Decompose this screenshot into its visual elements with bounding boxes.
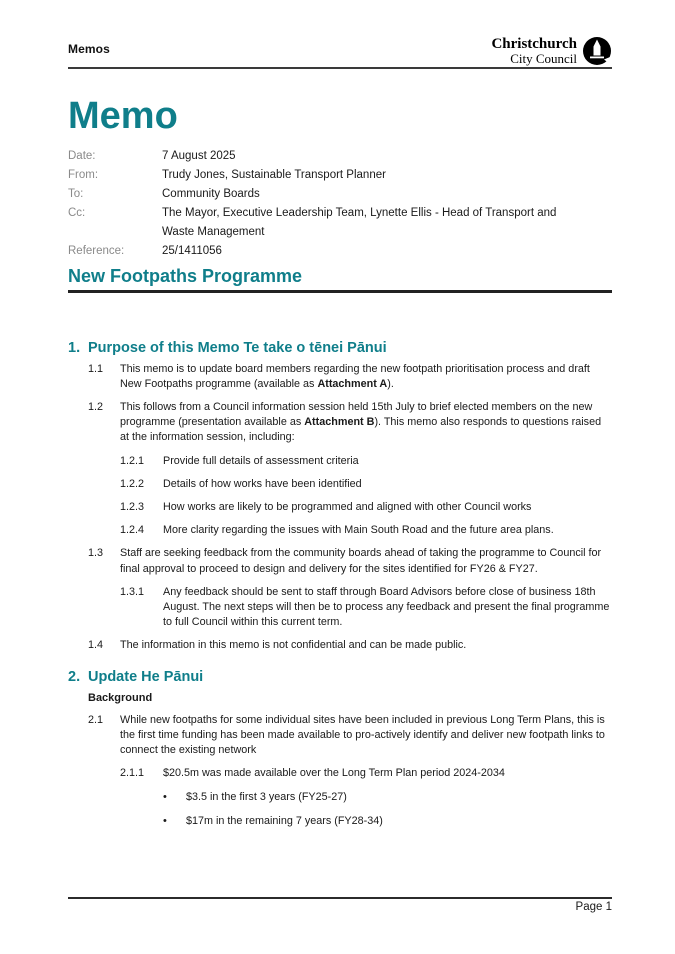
paragraph	[68, 546, 612, 576]
meta-row-to	[68, 185, 612, 204]
bullet-item	[68, 814, 612, 829]
section-heading-text: Purpose of this Memo Te take o tēnei Pānui	[88, 339, 387, 356]
bullet-icon: •	[163, 814, 167, 827]
paragraph	[68, 454, 612, 469]
paragraph-text: While new footpaths for some individual sites have been included in previous Long Term Plans, this is the first time funding has been made available to pro-actively identify and deliver new footpath links to connect the existing network	[120, 713, 605, 757]
logo-wordmark-line1: Christchurch	[491, 35, 577, 52]
paragraph-number: 1.2.1	[120, 454, 145, 467]
meta-value: Community Boards	[162, 188, 260, 200]
header-title: Memos	[68, 42, 110, 56]
paragraph-number: 1.3	[88, 547, 104, 560]
page-header	[68, 36, 612, 66]
meta-label: Reference:	[68, 245, 125, 257]
meta-value: 7 August 2025	[162, 150, 236, 162]
meta-value: 25/1411056	[162, 245, 222, 257]
meta-value: Trudy Jones, Sustainable Transport Planner	[162, 169, 386, 181]
subject-rule	[68, 290, 612, 293]
section-number: 1.	[68, 339, 81, 356]
meta-label: To:	[68, 188, 84, 200]
meta-row-from	[68, 166, 612, 185]
paragraph-number: 1.2.3	[120, 500, 145, 513]
section-subheading: Background	[88, 691, 153, 704]
paragraph	[68, 500, 612, 515]
paragraph-number: 2.1	[88, 713, 104, 726]
section-heading	[68, 339, 612, 358]
paragraph	[68, 362, 612, 392]
section-heading-text: Update He Pānui	[88, 668, 204, 685]
memo-document	[68, 94, 612, 838]
memo-subject: New Footpaths Programme	[68, 266, 303, 286]
paragraph-text: This follows from a Council information session held 15th July to brief elected members on the new programme (presentation available as Attachment B). This memo also responds to questions raised at the information session, including:	[120, 400, 602, 444]
meta-label: Date:	[68, 150, 96, 162]
meta-row-cc	[68, 204, 612, 242]
section-number: 2.	[68, 668, 81, 685]
bullet-text: $17m in the remaining 7 years (FY28-34)	[186, 814, 383, 827]
paragraph-text: Provide full details of assessment criteria	[163, 454, 359, 467]
section-heading	[68, 668, 612, 687]
bullet-item	[68, 790, 612, 805]
paragraph-text: More clarity regarding the issues with Main South Road and the future area plans.	[163, 524, 554, 537]
paragraph	[68, 766, 612, 781]
bullet-text: $3.5 in the first 3 years (FY25-27)	[186, 790, 347, 803]
paragraph	[68, 713, 612, 759]
paragraph	[68, 477, 612, 492]
memo-meta	[68, 147, 612, 261]
meta-label: From:	[68, 169, 99, 181]
paragraph	[68, 638, 612, 653]
meta-value: The Mayor, Executive Leadership Team, Lynette Ellis - Head of Transport and Waste Management	[162, 207, 557, 238]
paragraph-number: 1.4	[88, 639, 104, 652]
page-footer	[68, 897, 612, 913]
paragraph-number: 2.1.1	[120, 767, 145, 780]
header-rule	[68, 67, 612, 69]
logo-wordmark	[491, 37, 577, 66]
paragraph-number: 1.1	[88, 362, 104, 375]
page-number: Page 1	[575, 901, 612, 913]
paragraph-text: Any feedback should be sent to staff through Board Advisors before close of business 18th August. The next steps will then be to process any feedback and present the final programme to full Council within this current term.	[163, 585, 610, 629]
paragraph	[68, 523, 612, 538]
logo-wordmark-line2: City Council	[510, 50, 577, 66]
meta-row-date	[68, 147, 612, 166]
cathedral-icon	[582, 36, 612, 66]
council-logo	[491, 36, 612, 66]
paragraph-number: 1.2	[88, 400, 104, 413]
paragraph-text: This memo is to update board members regarding the new footpath prioritisation process and draft New Footpaths programme (available as Attachment A).	[120, 362, 590, 390]
memo-title: Memo	[68, 95, 178, 137]
paragraph-text: How works are likely to be programmed and aligned with other Council works	[163, 500, 532, 513]
paragraph-number: 1.3.1	[120, 585, 145, 598]
paragraph-text: Details of how works have been identified	[163, 477, 362, 490]
section-update	[68, 668, 612, 829]
paragraph-number: 1.2.2	[120, 477, 145, 490]
meta-row-reference	[68, 242, 612, 261]
paragraph	[68, 585, 612, 631]
paragraph-text: The information in this memo is not confidential and can be made public.	[120, 639, 467, 652]
bullet-icon: •	[163, 790, 167, 803]
paragraph	[68, 400, 612, 446]
section-purpose	[68, 339, 612, 654]
paragraph-number: 1.2.4	[120, 524, 145, 537]
paragraph-text: $20.5m was made available over the Long Term Plan period 2024-2034	[163, 767, 505, 780]
paragraph-text: Staff are seeking feedback from the community boards ahead of taking the programme to Council for final approval to proceed to design and delivery for the sites identified for FY26 & FY27.	[120, 547, 602, 575]
meta-label: Cc:	[68, 207, 86, 219]
